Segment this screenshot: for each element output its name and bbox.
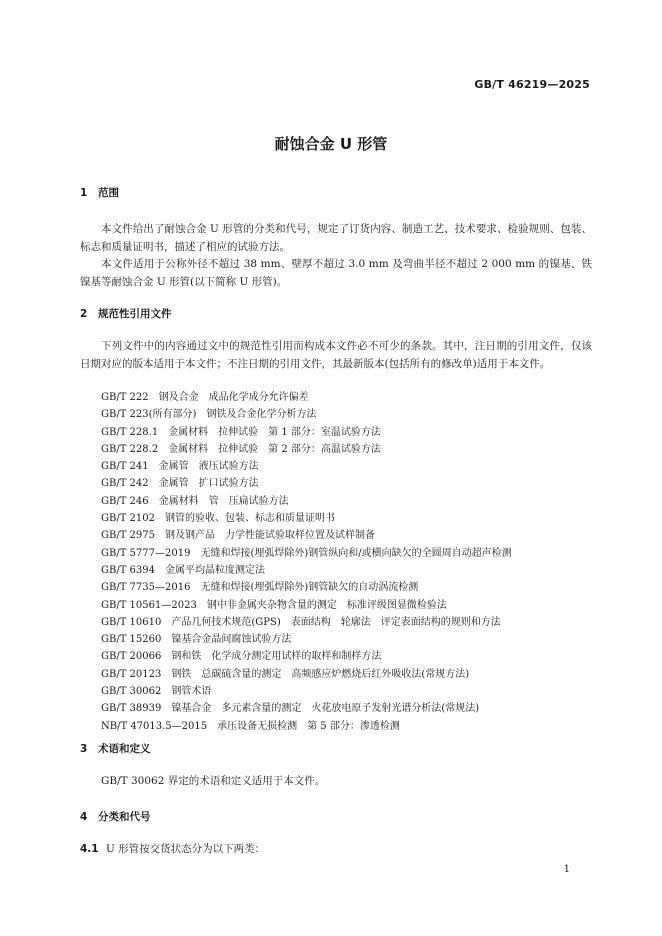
reference-item: GB/T 15260 镍基合金晶间腐蚀试验方法: [101, 634, 292, 646]
section-number: 2: [80, 308, 88, 320]
page-number: 1: [563, 864, 570, 875]
reference-item: GB/T 20066 钢和铁 化学成分测定用试样的取样和制样方法: [101, 651, 382, 663]
reference-item: GB/T 30062 钢管术语: [101, 686, 212, 698]
reference-item: GB/T 246 金属材料 管 压扁试验方法: [101, 495, 289, 507]
paragraph: 本文件给出了耐蚀合金 U 形管的分类和代号，规定了订货内容、制造工艺、技术要求、检验规则、包装、标志和质量证明书，描述了相应的试验方法。: [80, 223, 592, 253]
paragraph: 下列文件中的内容通过文中的规范性引用而构成本文件必不可少的条款。其中，注日期的引用文件，仅该日期对应的版本适用于本文件；不注日期的引用文件，其最新版本(包括所有的修改单)适用于本文件。: [80, 340, 592, 370]
subclause-4-1: [80, 842, 265, 856]
reference-item: GB/T 242 金属管 扩口试验方法: [101, 478, 259, 490]
reference-item: GB/T 38939 镍基合金 多元素含量的测定 火花放电原子发射光谱分析法(常规法): [101, 703, 480, 715]
paragraph: 本文件适用于公称外径不超过 38 mm、壁厚不超过 3.0 mm 及弯曲半径不超过 2 000 mm 的镍基、铁镍基等耐蚀合金 U 形管(以下简称 U 形管)。: [80, 258, 592, 288]
section-heading-scope: [80, 186, 119, 200]
reference-item: GB/T 222 钢及合金 成品化学成分允许偏差: [101, 392, 309, 403]
reference-item: GB/T 241 金属管 液压试验方法: [101, 461, 259, 473]
section-number: 4: [80, 811, 88, 823]
section-heading-normative-references: [80, 307, 172, 321]
paragraph: GB/T 30062 界定的术语和定义适用于本文件。: [101, 775, 326, 787]
reference-list: [101, 389, 512, 735]
section-heading-classification: [80, 810, 151, 824]
reference-item: NB/T 47013.5—2015 承压设备无损检测 第 5 部分：渗透检测: [101, 720, 400, 732]
reference-item: GB/T 6394 金属平均晶粒度测定法: [101, 564, 266, 576]
reference-item: GB/T 2102 钢管的验收、包装、标志和质量证明书: [101, 513, 336, 525]
reference-item: GB/T 223(所有部分) 钢铁及合金化学分析方法: [101, 409, 317, 421]
reference-item: GB/T 2975 钢及钢产品 力学性能试验取样位置及试样制备: [101, 530, 376, 542]
subclause-text: U 形管按交货状态分为以下两类：: [106, 843, 266, 855]
standard-code: GB/T 46219—2025: [474, 78, 590, 91]
section-title: 分类和代号: [98, 811, 151, 823]
subclause-number: 4.1: [80, 843, 99, 855]
reference-item: GB/T 10561—2023 钢中非金属夹杂物含量的测定 标准评级图显微检验法: [101, 599, 447, 611]
reference-item: GB/T 7735—2016 无缝和焊接(埋弧焊除外)钢管缺欠的自动涡流检测: [101, 582, 419, 594]
section-number: 1: [80, 187, 88, 199]
reference-item: GB/T 228.2 金属材料 拉伸试验 第 2 部分：高温试验方法: [101, 443, 381, 455]
section-heading-terms-definitions: [80, 742, 151, 756]
section-title: 范围: [98, 187, 119, 199]
reference-item: GB/T 5777—2019 无缝和焊接(埋弧焊除外)钢管纵向和/或横向缺欠的全圆周自动超声检测: [101, 547, 512, 559]
reference-item: GB/T 228.1 金属材料 拉伸试验 第 1 部分：室温试验方法: [101, 426, 381, 438]
section-title: 规范性引用文件: [98, 308, 172, 320]
document-title: 耐蚀合金 U 形管: [274, 135, 388, 153]
reference-item: GB/T 10610 产品几何技术规范(GPS) 表面结构 轮廓法 评定表面结构的规则和方法: [101, 616, 501, 628]
section-number: 3: [80, 743, 88, 755]
reference-item: GB/T 20123 钢铁 总碳硫含量的测定 高频感应炉燃烧后红外吸收法(常规方法): [101, 668, 470, 680]
section-title: 术语和定义: [98, 743, 151, 755]
